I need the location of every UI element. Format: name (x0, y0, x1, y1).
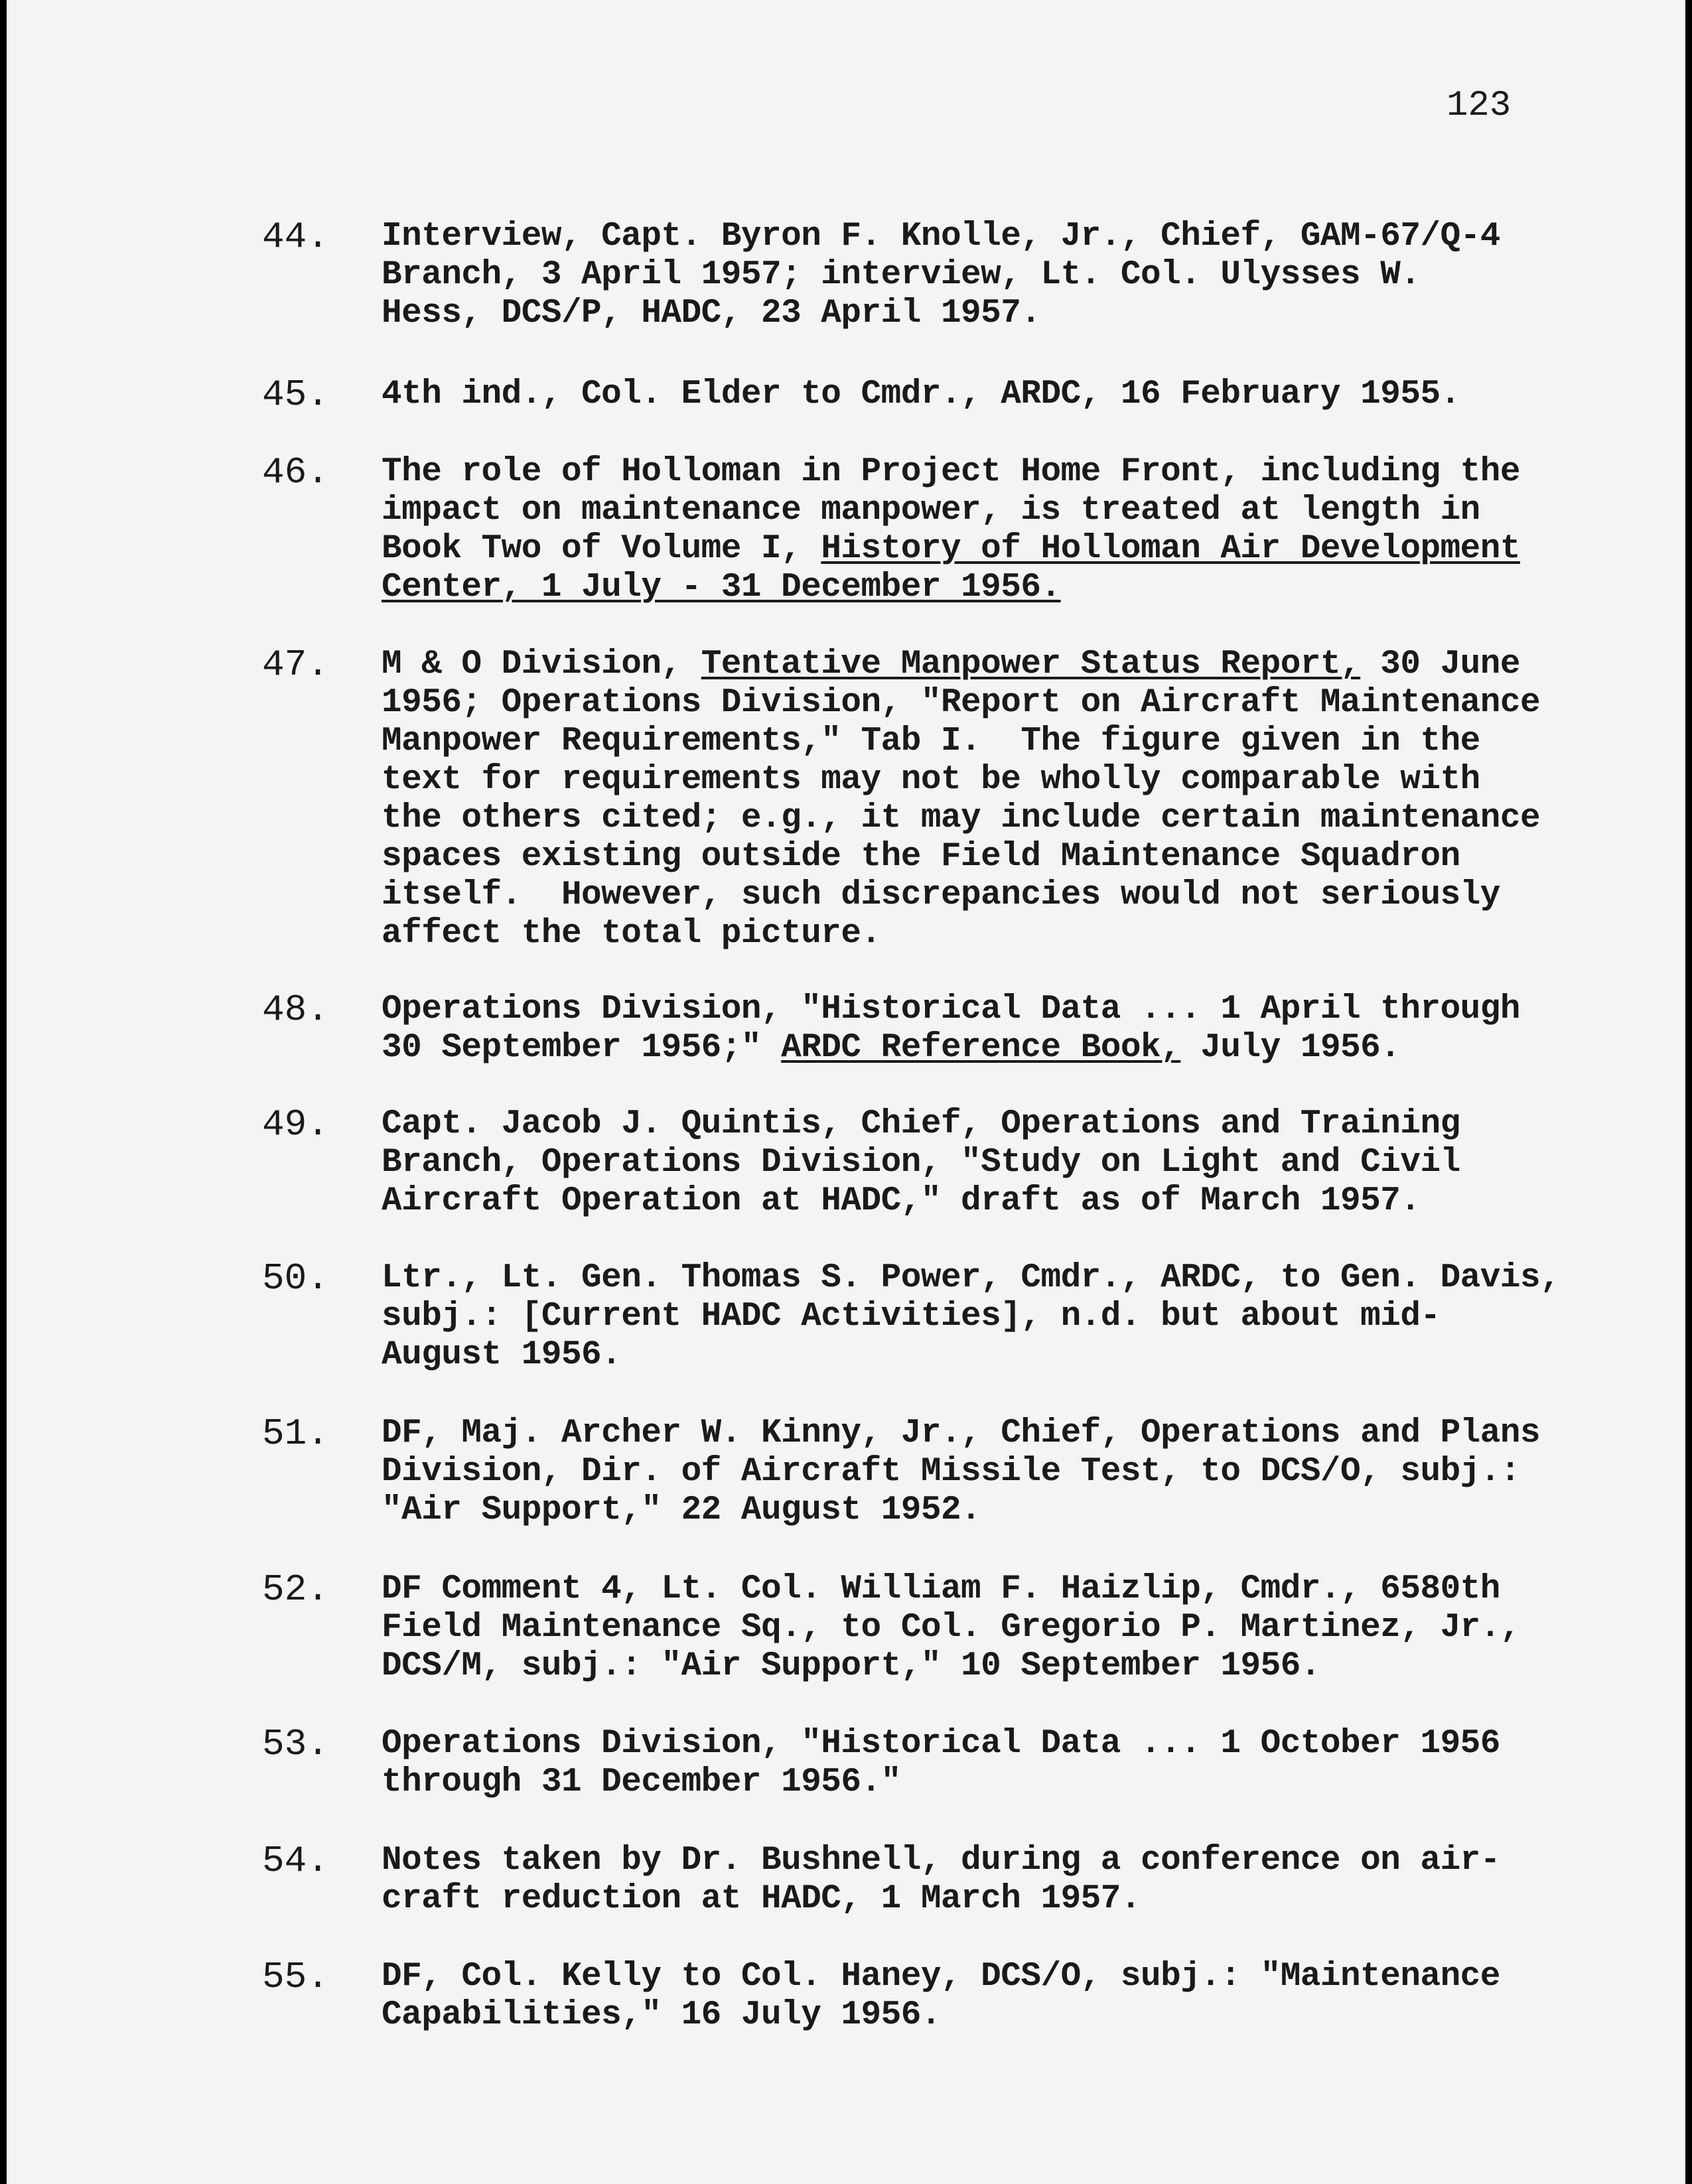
footnote-line: spaces existing outside the Field Maintenance Squadron (382, 838, 1460, 876)
footnote-line: The role of Holloman in Project Home Front, including the (382, 453, 1520, 491)
footnote-line: Field Maintenance Sq., to Col. Gregorio P. Martinez, Jr., (382, 1609, 1520, 1647)
footnote-line: Aircraft Operation at HADC," draft as of March 1957. (382, 1182, 1421, 1220)
footnote-text (382, 1105, 1576, 1221)
footnote-text (382, 1725, 1576, 1802)
footnote-line: DF, Col. Kelly to Col. Haney, DCS/O, subj.: "Maintenance (382, 1958, 1500, 1996)
footnote-text (382, 990, 1576, 1067)
footnote-line (382, 569, 1576, 607)
footnote-line: Capt. Jacob J. Quintis, Chief, Operations and Training (382, 1105, 1460, 1143)
footnote-line (382, 1029, 1576, 1067)
footnote-line: 1956; Operations Division, "Report on Aircraft Maintenance (382, 684, 1541, 722)
footnote-text (382, 218, 1576, 333)
footnote-number: 53. (262, 1723, 329, 1765)
footnote-line: impact on maintenance manpower, is treated at length in (382, 492, 1480, 529)
footnote-line: text for requirements may not be wholly comparable with (382, 761, 1480, 799)
footnote-line: Operations Division, "Historical Data ... 1 April through (382, 990, 1520, 1028)
footnote-line: DCS/M, subj.: "Air Support," 10 September 1956. (382, 1647, 1320, 1685)
footnote-line (382, 530, 1576, 569)
footnote-line-tail: 30 June (1360, 646, 1520, 683)
footnote-number: 45. (262, 374, 329, 416)
footnote-line: affect the total picture. (382, 915, 881, 953)
footnote-text (382, 1958, 1576, 2035)
footnote-line: Interview, Capt. Byron F. Knolle, Jr., Chief, GAM-67/Q-4 (382, 218, 1500, 255)
footnote-line: "Air Support," 22 August 1952. (382, 1491, 981, 1529)
footnote-line (382, 646, 1576, 684)
footnote-number: 47. (262, 644, 329, 686)
footnote-number: 51. (262, 1412, 329, 1455)
footnote-number: 52. (262, 1568, 329, 1611)
footnote-text (382, 1842, 1576, 1919)
footnote-line: subj.: [Current HADC Activities], n.d. but about mid- (382, 1298, 1441, 1335)
footnote-line: August 1956. (382, 1336, 622, 1374)
footnote-number: 48. (262, 989, 329, 1031)
footnote-line-tail: July 1956. (1180, 1029, 1401, 1067)
footnote-line: the others cited; e.g., it may include certain maintenance (382, 799, 1541, 837)
footnote-line: through 31 December 1956." (382, 1763, 901, 1801)
footnote-line-lead: Book Two of Volume I, (382, 530, 821, 568)
footnote-text (382, 1570, 1576, 1686)
footnote-line: Notes taken by Dr. Bushnell, during a conference on air- (382, 1842, 1500, 1879)
footnote-line: Branch, 3 April 1957; interview, Lt. Col. Ulysses W. (382, 256, 1421, 294)
footnote-line-lead: M & O Division, (382, 646, 701, 683)
footnote-number: 54. (262, 1840, 329, 1882)
footnote-line: Branch, Operations Division, "Study on Light and Civil (382, 1144, 1460, 1182)
footnote-number: 50. (262, 1257, 329, 1300)
footnote-text (382, 1259, 1576, 1375)
underlined-title: Center, 1 July - 31 December 1956. (382, 569, 1061, 606)
underlined-title: History of Holloman Air Development (821, 530, 1520, 568)
document-page (7, 0, 1685, 2184)
footnote-line: craft reduction at HADC, 1 March 1957. (382, 1880, 1141, 1918)
page-number: 123 (1446, 86, 1512, 126)
footnote-line: Division, Dir. of Aircraft Missile Test, to DCS/O, subj.: (382, 1453, 1520, 1491)
footnote-line: Manpower Requirements," Tab I. The figure given in the (382, 722, 1480, 760)
footnote-line: itself. However, such discrepancies would not seriously (382, 876, 1500, 914)
footnote-text (382, 375, 1576, 414)
footnote-line: Operations Division, "Historical Data ... 1 October 1956 (382, 1725, 1500, 1763)
footnote-line: DF Comment 4, Lt. Col. William F. Haizlip, Cmdr., 6580th (382, 1570, 1500, 1608)
footnote-number: 44. (262, 216, 329, 258)
footnote-number: 49. (262, 1103, 329, 1146)
footnote-number: 55. (262, 1956, 329, 1998)
footnote-line: 4th ind., Col. Elder to Cmdr., ARDC, 16 February 1955. (382, 375, 1460, 413)
footnote-text (382, 453, 1576, 607)
footnote-line: Ltr., Lt. Gen. Thomas S. Power, Cmdr., ARDC, to Gen. Davis, (382, 1259, 1561, 1297)
footnote-number: 46. (262, 451, 329, 494)
footnote-line: DF, Maj. Archer W. Kinny, Jr., Chief, Operations and Plans (382, 1414, 1541, 1452)
footnote-line: Capabilities," 16 July 1956. (382, 1996, 941, 2034)
footnote-line: Hess, DCS/P, HADC, 23 April 1957. (382, 295, 1041, 332)
footnote-text (382, 646, 1576, 953)
footnote-line-lead: 30 September 1956;" (382, 1029, 782, 1067)
underlined-title: Tentative Manpower Status Report, (701, 646, 1361, 683)
underlined-title: ARDC Reference Book, (781, 1029, 1181, 1067)
footnote-text (382, 1414, 1576, 1530)
